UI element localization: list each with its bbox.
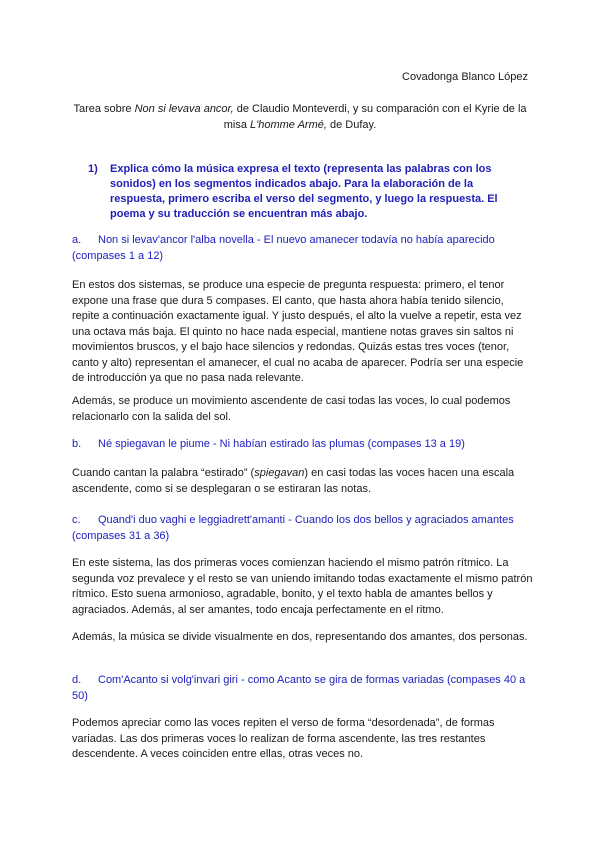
segment-letter: c. [72, 514, 81, 526]
segment-text: Non si levav'ancor l'alba novella - El nuevo amanecer todavía no había aparecido (compases 1 a 12) [72, 234, 495, 262]
answer-b-text-start: Cuando cantan la palabra “estirado” ( [72, 467, 255, 479]
title-prefix: Tarea sobre [73, 103, 135, 115]
answer-d-paragraph-1: Podemos apreciar como las voces repiten el verso de forma “desordenada”, de formas variadas. Las dos primeras voces lo realizan de forma ascendente, las tres restantes descendente. A veces coinciden entre ellas, otras veces no. [72, 717, 495, 760]
segment-text: Quand'i duo vaghi e leggiadrett'amanti - Cuando los dos bellos y agraciados amantes (compases 31 a 36) [72, 514, 514, 542]
segment-b-heading [72, 437, 532, 453]
author-name: Covadonga Blanco López [402, 71, 528, 83]
segment-d-heading [72, 673, 532, 704]
question-number: 1) [88, 163, 98, 175]
answer-b-text-end: ) en casi todas las voces hacen una escala ascendente, como si se desplegaran o se estiraran las notas. [72, 467, 515, 495]
title-work-dufay: L'homme Armé, [250, 119, 327, 131]
segment-letter: d. [72, 674, 82, 686]
segment-text: Né spiegavan le piume - Ni habían estirado las plumas (compases 13 a 19) [98, 438, 465, 450]
title-middle: de Claudio Monteverdi, y su comparación con el Kyrie de la misa [223, 103, 527, 131]
question-1 [88, 162, 512, 222]
segment-letter: a. [72, 234, 82, 246]
answer-b-italic-word: spiegavan [254, 467, 305, 479]
title-work-monteverdi: Non si levava ancor, [134, 103, 234, 115]
segment-letter: b. [72, 438, 82, 450]
segment-a-heading [72, 233, 532, 264]
answer-b-paragraph-1 [72, 466, 534, 497]
question-text: Explica cómo la música expresa el texto (representa las palabras con los sonidos) en los segmentos indicados abajo. Para la elaboración de la respuesta, primero escriba el verso del segmento, y luego la respuesta. El poema y su traducción se encuentran más abajo. [110, 163, 498, 220]
answer-a-paragraph-2: Además, se produce un movimiento ascendente de casi todas las voces, lo cual podemos relacionarlo con la salida del sol. [72, 395, 511, 423]
answer-c-paragraph-1: En este sistema, las dos primeras voces comienzan haciendo el mismo patrón rítmico. La segunda voz prevalece y el resto se van uniendo imitando todas exactamente el mismo patrón rítmico. Esto suena armonioso, agradable, bonito, y el texto habla de amantes bellos y agraciados. Además, al ser amantes, todo encaja perfectamente en el ritmo. [72, 557, 533, 616]
answer-a-paragraph-1: En estos dos sistemas, se produce una especie de pregunta respuesta: primero, el tenor expone una frase que dura 5 compases. El canto, que hasta ahora había tenido silencio, repite a continuación exactamente igual. Y justo después, el alto la vuelve a repetir, esta vez una octava más baja. El quinto no hace nada especial, mantiene notas graves sin saltos ni movimientos bruscos, y el bajo hace silencios y redondas. Quizás estas tres voces (tenor, canto y alto) representan el amanecer, el cual no acaba de aparecer. Podría ser una especie de introducción ya que no pasa nada relevante. [72, 279, 524, 384]
assignment-title [72, 101, 528, 133]
segment-c-heading [72, 513, 532, 544]
answer-c-paragraph-2: Además, la música se divide visualmente en dos, representando dos amantes, dos personas. [72, 631, 528, 643]
segment-text: Com'Acanto si volg'invari giri - como Acanto se gira de formas variadas (compases 40 a 50) [72, 674, 526, 702]
title-suffix: de Dufay. [326, 119, 377, 131]
